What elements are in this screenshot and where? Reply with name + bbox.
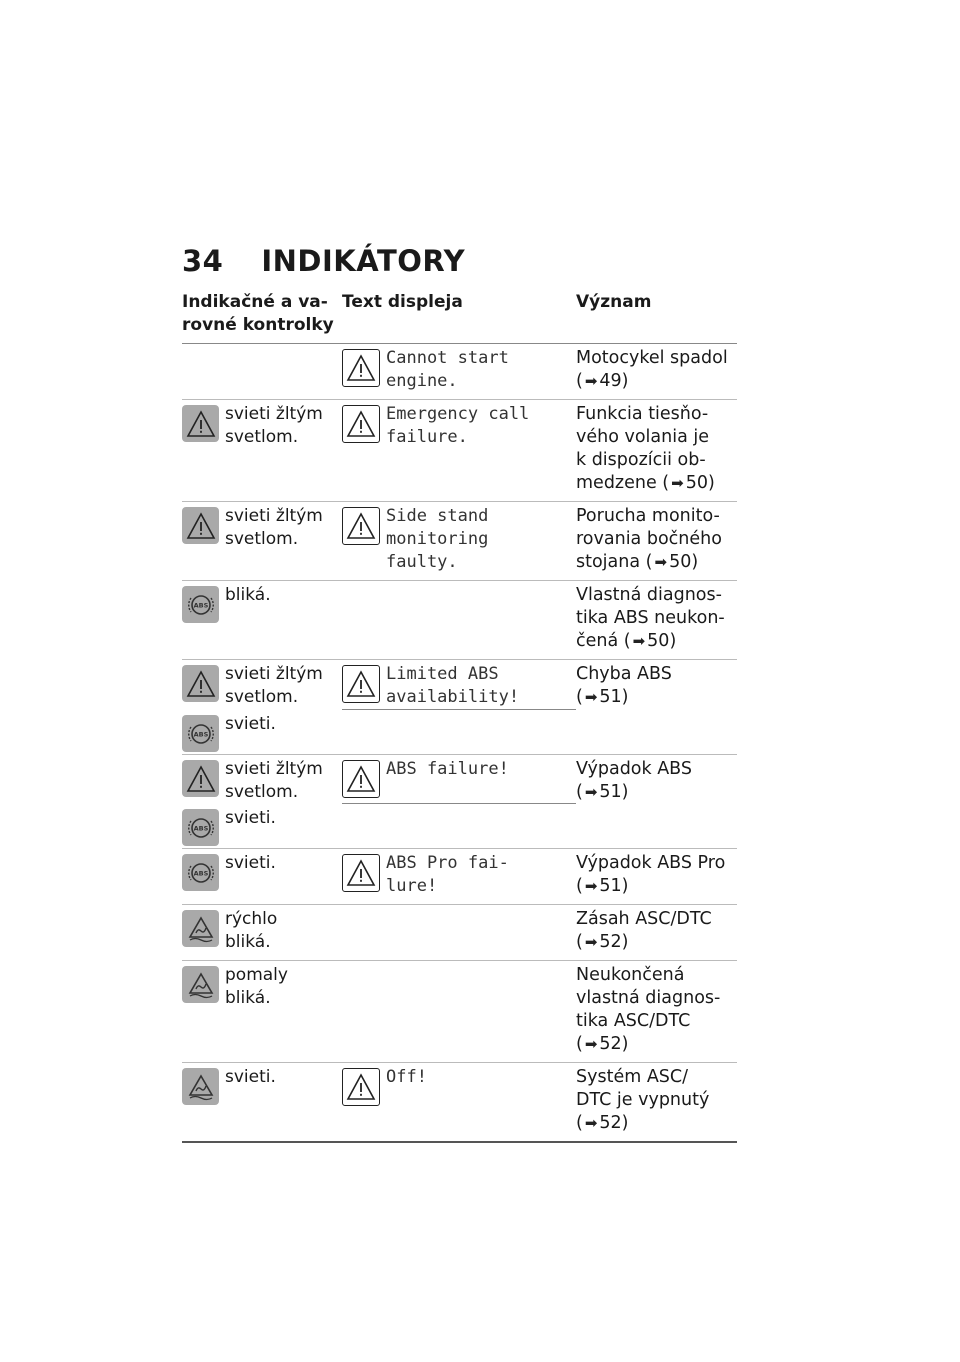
row-left: [182, 905, 576, 960]
display-cell: [342, 400, 576, 449]
meaning-cell: [576, 660, 737, 754]
asc-dtc-icon: [182, 1068, 219, 1105]
meaning-cell: [576, 905, 737, 960]
page-ref-arrow-icon: ➡: [671, 474, 684, 492]
page-ref-arrow-icon: ➡: [584, 1035, 598, 1053]
meaning-text: Porucha monito- rovania bočného stojana (: [576, 506, 722, 572]
table-row: [182, 400, 737, 502]
row-subentry: [182, 502, 576, 574]
meaning-cell: [576, 1063, 737, 1141]
display-cell: [342, 581, 576, 625]
row-left: [182, 344, 576, 399]
page-header: [182, 244, 465, 278]
page-reference[interactable]: 52): [599, 932, 629, 952]
indicator-text: svieti.: [225, 808, 276, 828]
display-cell: [342, 344, 576, 393]
abs-icon: [182, 854, 219, 891]
table-header: [182, 291, 737, 344]
warning-triangle-icon: [342, 665, 380, 703]
row-left: [182, 660, 576, 754]
table-row: [182, 660, 737, 755]
asc-dtc-icon: [182, 966, 219, 1003]
warning-triangle-icon: [182, 405, 219, 442]
page-ref-arrow-icon: ➡: [584, 688, 598, 706]
page-ref-arrow-icon: ➡: [632, 632, 646, 650]
abs-icon: [182, 809, 219, 846]
display-text: Emergency call failure.: [386, 404, 530, 447]
row-subentry: [182, 905, 576, 954]
row-subentry: [182, 1063, 576, 1107]
indicator-cell: [182, 660, 342, 710]
indicator-cell: [182, 502, 342, 574]
row-left: [182, 755, 576, 848]
row-subentry: [182, 400, 576, 449]
display-cell: [342, 502, 576, 574]
table-row: [182, 344, 737, 400]
warning-triangle-icon: [182, 507, 219, 544]
row-subentry: [182, 581, 576, 625]
row-subentry: [182, 849, 576, 898]
meaning-cell: [576, 755, 737, 848]
page-ref-arrow-icon: ➡: [654, 553, 668, 571]
row-left: [182, 1063, 576, 1141]
meaning-text: Neukončená vlastná diagnos- tika ASC/DTC (: [576, 965, 721, 1054]
meaning-cell: [576, 961, 737, 1062]
row-subentry: [182, 710, 576, 754]
page-reference[interactable]: 51): [599, 876, 629, 896]
row-subentry: [182, 961, 576, 1010]
indicator-cell: [182, 905, 342, 954]
table-row: [182, 905, 737, 961]
header-indicator: Indikačné a va- rovné kontrolky: [182, 292, 334, 335]
indicator-cell: [182, 400, 342, 449]
meaning-cell: [576, 502, 737, 580]
display-text: Cannot start engine.: [386, 348, 509, 391]
page-reference[interactable]: 51): [599, 687, 629, 707]
display-cell: [342, 905, 576, 954]
warning-triangle-icon: [182, 760, 219, 797]
row-subentry: [182, 660, 576, 710]
indicator-text: svieti žltým svetlom.: [225, 759, 323, 802]
row-subentry: [182, 804, 576, 848]
meaning-text: Zásah ASC/DTC (: [576, 909, 712, 952]
indicator-cell: [182, 804, 342, 848]
row-subentry: [182, 755, 576, 804]
row-left: [182, 400, 576, 501]
warning-triangle-icon: [342, 760, 380, 798]
page-reference[interactable]: 49): [599, 371, 629, 391]
indicator-cell: [182, 961, 342, 1010]
warning-triangle-icon: [342, 507, 380, 545]
table-row: [182, 581, 737, 660]
indicator-text: svieti.: [225, 853, 276, 873]
svg-text:ABS: ABS: [193, 730, 208, 738]
svg-text:ABS: ABS: [193, 601, 208, 609]
meaning-text: Výpadok ABS Pro (: [576, 853, 726, 896]
page-reference[interactable]: 52): [599, 1034, 629, 1054]
indicator-text: svieti žltým svetlom.: [225, 506, 323, 549]
page-reference[interactable]: 51): [599, 782, 629, 802]
display-cell: [342, 804, 576, 848]
meaning-text: Systém ASC/ DTC je vypnutý (: [576, 1067, 710, 1133]
display-text: Side stand monitoring faulty.: [386, 506, 489, 572]
display-cell: [342, 660, 576, 710]
page-reference[interactable]: 50): [685, 473, 715, 493]
header-display-text: Text displeja: [342, 292, 463, 312]
display-cell: [342, 710, 576, 754]
page-ref-arrow-icon: ➡: [584, 783, 598, 801]
display-text: Off!: [386, 1067, 427, 1087]
abs-icon: [182, 586, 219, 623]
indicator-text: svieti.: [225, 714, 276, 734]
meaning-text: Chyba ABS (: [576, 664, 672, 707]
indicator-text: pomaly bliká.: [225, 965, 288, 1008]
warning-triangle-icon: [342, 1068, 380, 1106]
table-body: [182, 344, 737, 1143]
asc-dtc-icon: [182, 910, 219, 947]
page-ref-arrow-icon: ➡: [584, 1114, 598, 1132]
indicator-text: svieti.: [225, 1067, 276, 1087]
display-text: Limited ABS availability!: [386, 664, 520, 707]
svg-text:ABS: ABS: [193, 824, 208, 832]
display-cell: [342, 849, 576, 898]
indicator-cell: [182, 344, 342, 393]
indicator-table: [182, 291, 737, 1143]
warning-triangle-icon: [342, 405, 380, 443]
page-number: 34: [182, 244, 224, 278]
page-reference[interactable]: 52): [599, 1113, 629, 1133]
row-left: [182, 502, 576, 580]
svg-text:ABS: ABS: [193, 869, 208, 877]
row-left: [182, 581, 576, 659]
indicator-text: svieti žltým svetlom.: [225, 664, 323, 707]
abs-icon: [182, 715, 219, 752]
page-title: INDIKÁTORY: [261, 244, 466, 278]
indicator-cell: [182, 710, 342, 754]
meaning-cell: [576, 849, 737, 904]
meaning-cell: [576, 344, 737, 399]
table-row: [182, 755, 737, 849]
indicator-text: svieti žltým svetlom.: [225, 404, 323, 447]
indicator-text: rýchlo bliká.: [225, 909, 278, 952]
indicator-cell: [182, 1063, 342, 1107]
header-meaning: Význam: [576, 292, 652, 312]
page-reference[interactable]: 50): [669, 552, 699, 572]
row-left: [182, 961, 576, 1062]
table-row: [182, 502, 737, 581]
indicator-text: bliká.: [225, 585, 271, 605]
warning-triangle-icon: [182, 665, 219, 702]
display-cell: [342, 1063, 576, 1107]
indicator-cell: [182, 581, 342, 625]
warning-triangle-icon: [342, 854, 380, 892]
meaning-text: Funkcia tiesňo- vého volania je k dispozícii ob- medzene (: [576, 404, 710, 493]
page-reference[interactable]: 50): [647, 631, 677, 651]
page-ref-arrow-icon: ➡: [584, 877, 598, 895]
meaning-text: Výpadok ABS (: [576, 759, 692, 802]
row-left: [182, 849, 576, 904]
page-ref-arrow-icon: ➡: [584, 933, 598, 951]
indicator-cell: [182, 849, 342, 898]
meaning-text: Vlastná diagnos- tika ABS neukon- čená (: [576, 585, 725, 651]
table-row: [182, 849, 737, 905]
table-row: [182, 1063, 737, 1143]
display-cell: [342, 961, 576, 1010]
indicator-cell: [182, 755, 342, 804]
display-cell: [342, 755, 576, 804]
meaning-text: Motocykel spadol (: [576, 348, 728, 391]
page-ref-arrow-icon: ➡: [584, 372, 598, 390]
row-subentry: [182, 344, 576, 393]
display-text: ABS failure!: [386, 759, 509, 779]
meaning-cell: [576, 400, 737, 501]
display-text: ABS Pro fai- lure!: [386, 853, 509, 896]
meaning-cell: [576, 581, 737, 659]
warning-triangle-icon: [342, 349, 380, 387]
table-row: [182, 961, 737, 1063]
